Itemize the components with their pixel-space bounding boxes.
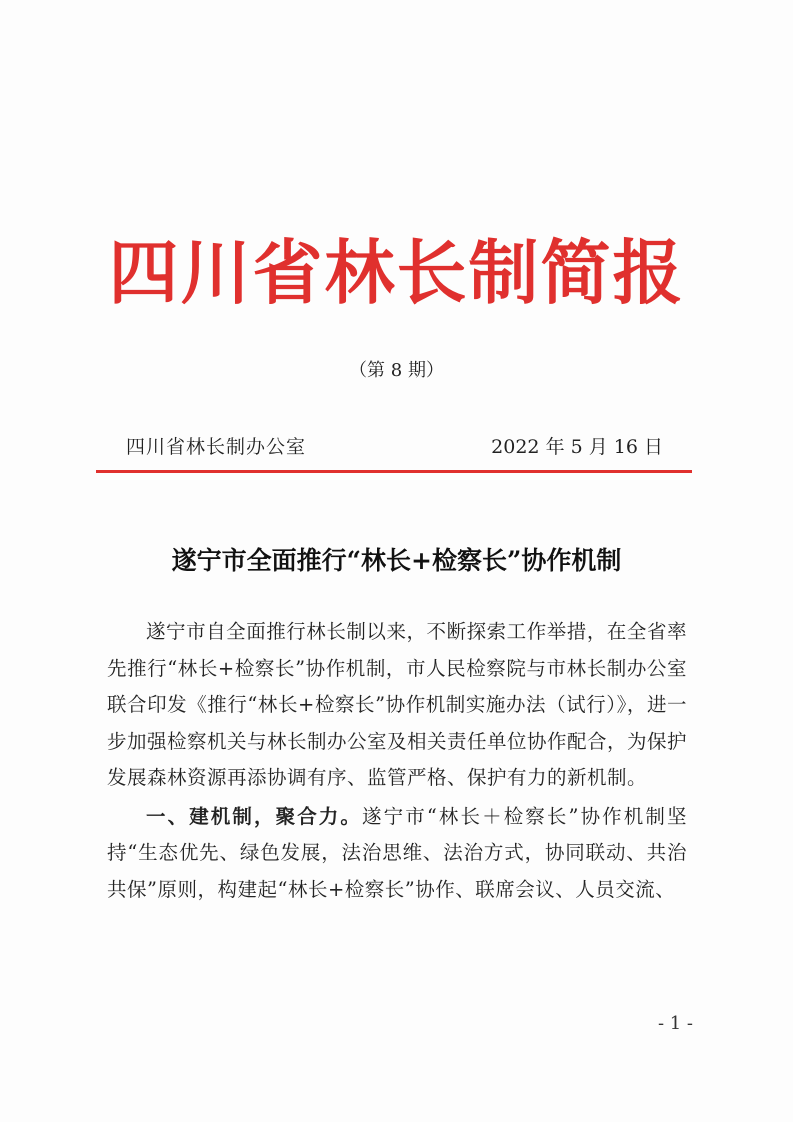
section-heading: 一、建机制，聚合力。 [146, 804, 363, 828]
bulletin-masthead: 四川省林长制简报 [108, 232, 685, 314]
red-divider-line [96, 470, 692, 473]
article-body [107, 614, 687, 908]
section-text: 遂宁市“林长＋检察长”协作机制坚持“生态优先、绿色发展，法治思维、法治方式，协同联动、共治共保”原则，构建起“林长+检察长”协作、联席会议、人员交流、 [107, 804, 687, 901]
issuing-office: 四川省林长制办公室 [126, 436, 307, 458]
paragraph-section-1 [107, 799, 687, 909]
issue-number: （第 8 期） [349, 360, 444, 381]
issue-date: 2022 年 5 月 16 日 [491, 436, 663, 458]
page-number: - 1 - [657, 1013, 693, 1034]
article-title: 遂宁市全面推行“林长+检察长”协作机制 [171, 546, 622, 575]
paragraph-intro: 遂宁市自全面推行林长制以来，不断探索工作举措，在全省率先推行“林长+检察长”协作机制，市人民检察院与市林长制办公室联合印发《推行“林长+检察长”协作机制实施办法（试行）》，进一步加强检察机关与林长制办公室及相关责任单位协作配合，为保护发展森林资源再添协调有序、监管严格、保护有力的新机制。 [107, 620, 688, 789]
